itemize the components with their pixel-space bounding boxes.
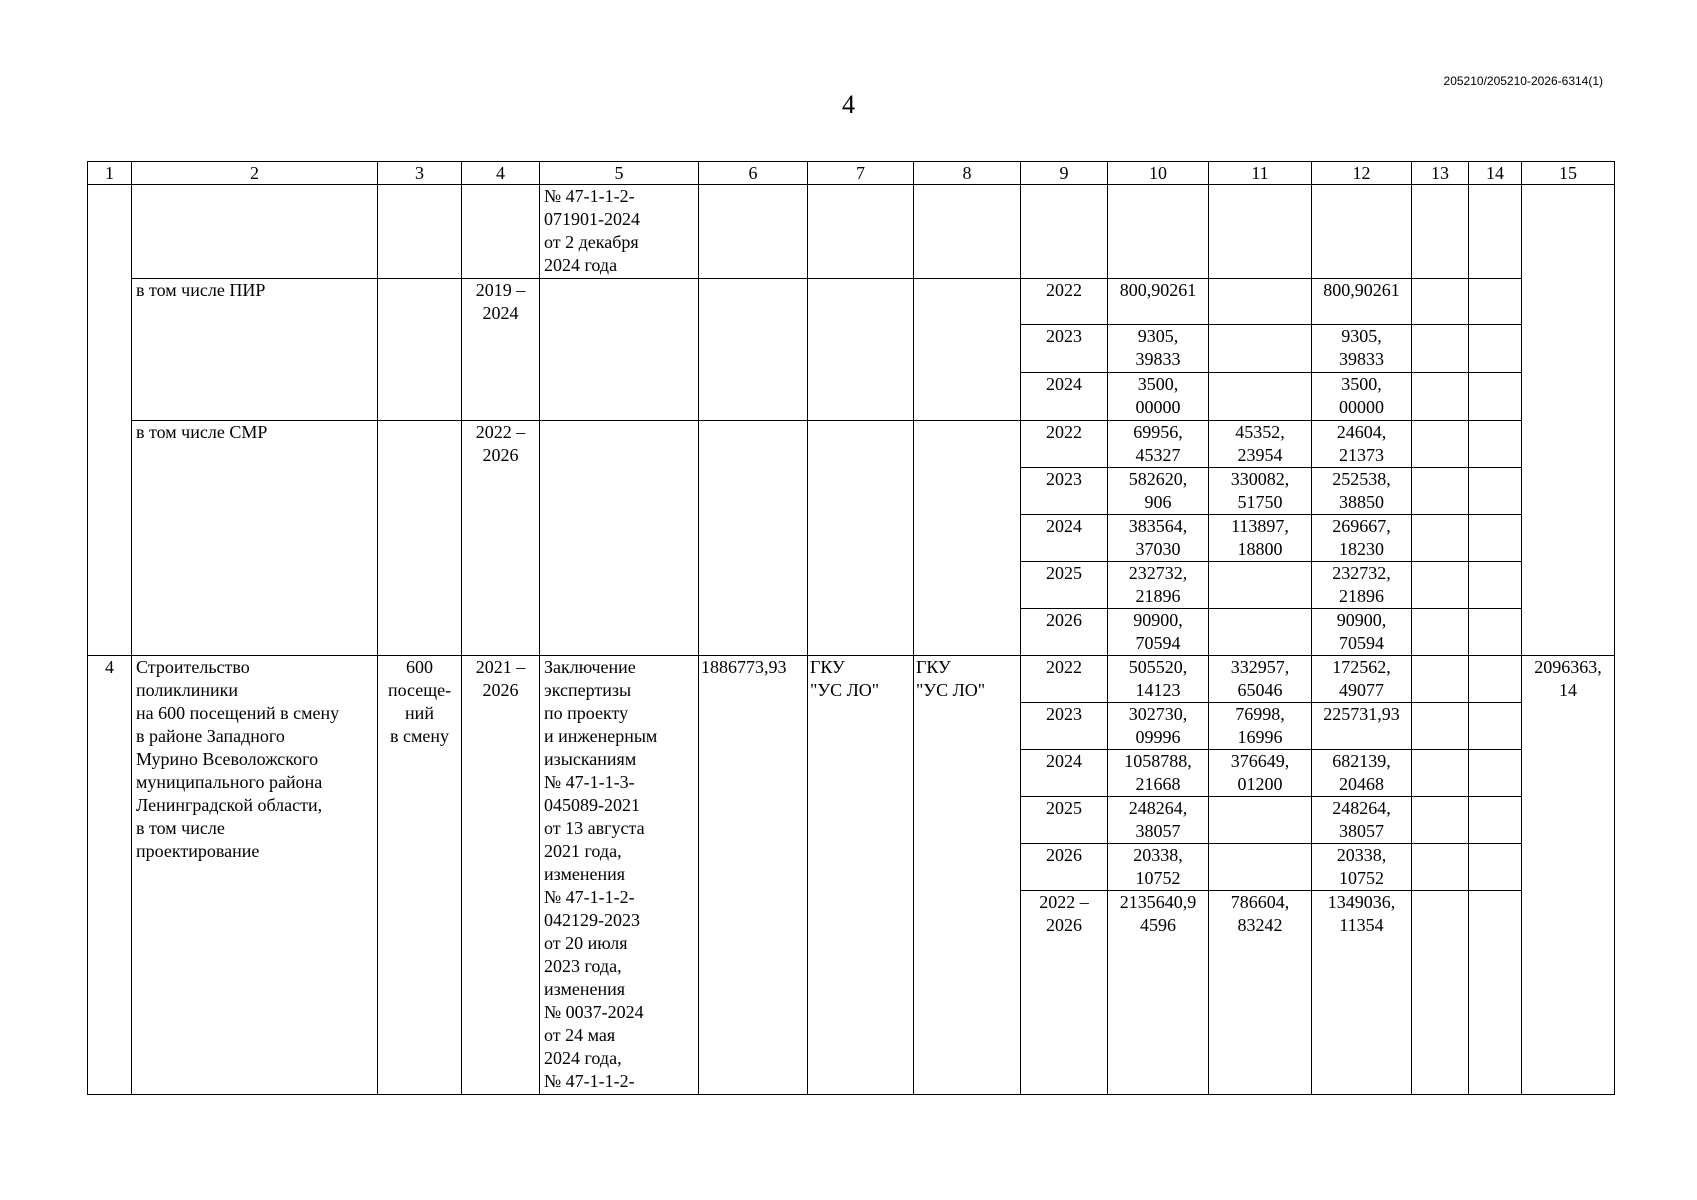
cost-cell [699,185,808,279]
header-cell: 15 [1522,162,1615,185]
amount-cell: 800,90261 [1312,279,1412,325]
amount-cell [1312,185,1412,279]
amount-cell: 1349036, 11354 [1312,891,1412,1095]
item-period: 2021 – 2026 [462,656,540,1095]
year-cell: 2022 [1021,421,1108,468]
amount-cell: 20338, 10752 [1108,844,1209,891]
col13-cell [1412,750,1469,797]
amount-cell: 9305, 39833 [1108,325,1209,373]
customer-cell [808,421,914,656]
year-cell [1021,185,1108,279]
header-cell: 7 [808,162,914,185]
year-cell: 2023 [1021,325,1108,373]
item-total: 2096363, 14 [1522,656,1615,1095]
col14-cell [1469,515,1522,562]
amount-cell: 3500, 00000 [1108,373,1209,421]
header-row [88,162,1615,185]
num-cell-continued [88,185,132,656]
page-number: 4 [842,90,855,119]
col13-cell [1412,468,1469,515]
year-cell: 2024 [1021,373,1108,421]
col14-cell [1469,468,1522,515]
col13-cell [1412,656,1469,703]
year-cell: 2025 [1021,797,1108,844]
amount-cell [1209,185,1312,279]
amount-cell: 225731,93 [1312,703,1412,750]
amount-cell: 248264, 38057 [1108,797,1209,844]
amount-cell: 252538, 38850 [1312,468,1412,515]
col14-cell [1469,373,1522,421]
item-number: 4 [88,656,132,1095]
table-row [88,656,1615,703]
amount-cell: 269667, 18230 [1312,515,1412,562]
amount-cell: 582620, 906 [1108,468,1209,515]
amount-cell: 376649, 01200 [1209,750,1312,797]
year-cell: 2023 [1021,703,1108,750]
table-row [88,421,1615,468]
amount-cell: 24604, 21373 [1312,421,1412,468]
header-cell: 14 [1469,162,1522,185]
contractor-cell [914,185,1021,279]
item-name: Строительство поликлиники на 600 посещений в смену в районе Западного Мурино Всеволожского муниципального района Ленинградской области, в том числе проектирование [132,656,378,1095]
amount-cell [1209,562,1312,609]
header-cell: 1 [88,162,132,185]
header-cell: 4 [462,162,540,185]
header-cell: 10 [1108,162,1209,185]
header-cell: 12 [1312,162,1412,185]
col13-cell [1412,797,1469,844]
col14-cell [1469,891,1522,1095]
amount-cell: 800,90261 [1108,279,1209,325]
amount-cell: 90900, 70594 [1312,609,1412,656]
col13-cell [1412,562,1469,609]
amount-cell: 172562, 49077 [1312,656,1412,703]
amount-cell: 1058788, 21668 [1108,750,1209,797]
col13-cell [1412,325,1469,373]
col14-cell [1469,656,1522,703]
col14-cell [1469,562,1522,609]
col14-cell [1469,185,1522,279]
document-id: 205210/205210-2026-6314(1) [1443,74,1603,88]
col13-cell [1412,515,1469,562]
amount-cell: 76998, 16996 [1209,703,1312,750]
doc-cell: № 47-1-1-2- 071901-2024 от 2 декабря 2024 года [540,185,699,279]
year-cell: 2022 – 2026 [1021,891,1108,1095]
cost-cell [699,279,808,421]
header-cell: 9 [1021,162,1108,185]
col14-cell [1469,325,1522,373]
amount-cell: 786604, 83242 [1209,891,1312,1095]
col14-cell [1469,421,1522,468]
customer-cell [808,279,914,421]
contractor-cell [914,279,1021,421]
col14-cell [1469,750,1522,797]
year-cell: 2022 [1021,656,1108,703]
customer-cell [808,185,914,279]
amount-cell: 682139, 20468 [1312,750,1412,797]
pir-label: в том числе ПИР [132,279,378,421]
cost-cell [699,421,808,656]
item-doc: Заключение экспертизы по проекту и инженерным изысканиям № 47-1-1-3- 045089-2021 от 13 августа 2021 года, изменения № 47-1-1-2- 042129-2023 от 20 июля 2023 года, изменения № 0037-2024 от 24 мая 2024 года, № 47-1-1-2- [540,656,699,1095]
doc-cell [540,421,699,656]
amount-cell [1209,844,1312,891]
data-table [87,161,1615,1095]
col13-cell [1412,891,1469,1095]
amount-cell: 9305, 39833 [1312,325,1412,373]
header-cell: 11 [1209,162,1312,185]
col14-cell [1469,844,1522,891]
amount-cell: 2135640,9 4596 [1108,891,1209,1095]
amount-cell: 45352, 23954 [1209,421,1312,468]
amount-cell: 69956, 45327 [1108,421,1209,468]
period-cell [462,185,540,279]
amount-cell [1209,325,1312,373]
col13-cell [1412,185,1469,279]
col13-cell [1412,703,1469,750]
col14-cell [1469,609,1522,656]
amount-cell: 20338, 10752 [1312,844,1412,891]
item-cost: 1886773,93 [699,656,808,1095]
year-cell: 2025 [1021,562,1108,609]
amount-cell: 232732, 21896 [1312,562,1412,609]
year-cell: 2023 [1021,468,1108,515]
amount-cell: 3500, 00000 [1312,373,1412,421]
year-cell: 2026 [1021,609,1108,656]
smr-period: 2022 – 2026 [462,421,540,656]
item-customer: ГКУ "УС ЛО" [808,656,914,1095]
item-contractor: ГКУ "УС ЛО" [914,656,1021,1095]
col14-cell [1469,797,1522,844]
col14-cell [1469,703,1522,750]
header-cell: 5 [540,162,699,185]
table-row [88,279,1615,325]
amount-cell: 232732, 21896 [1108,562,1209,609]
col13-cell [1412,844,1469,891]
amount-cell: 248264, 38057 [1312,797,1412,844]
amount-cell [1209,609,1312,656]
amount-cell [1209,373,1312,421]
amount-cell: 505520, 14123 [1108,656,1209,703]
table-row [88,185,1615,279]
capacity-cell [378,185,462,279]
contractor-cell [914,421,1021,656]
smr-label: в том числе СМР [132,421,378,656]
pir-period: 2019 – 2024 [462,279,540,421]
header-cell: 3 [378,162,462,185]
amount-cell: 302730, 09996 [1108,703,1209,750]
amount-cell: 330082, 51750 [1209,468,1312,515]
col13-cell [1412,421,1469,468]
capacity-cell [378,421,462,656]
header-cell: 6 [699,162,808,185]
amount-cell: 332957, 65046 [1209,656,1312,703]
doc-cell [540,279,699,421]
total-cell-continued [1522,185,1615,656]
capacity-cell [378,279,462,421]
year-cell: 2022 [1021,279,1108,325]
amount-cell [1209,797,1312,844]
amount-cell: 383564, 37030 [1108,515,1209,562]
col14-cell [1469,279,1522,325]
year-cell: 2024 [1021,515,1108,562]
name-cell [132,185,378,279]
header-cell: 13 [1412,162,1469,185]
year-cell: 2024 [1021,750,1108,797]
item-capacity: 600 посеще- ний в смену [378,656,462,1095]
amount-cell [1209,279,1312,325]
col13-cell [1412,609,1469,656]
col13-cell [1412,373,1469,421]
amount-cell: 113897, 18800 [1209,515,1312,562]
header-cell: 8 [914,162,1021,185]
amount-cell: 90900, 70594 [1108,609,1209,656]
header-cell: 2 [132,162,378,185]
amount-cell [1108,185,1209,279]
year-cell: 2026 [1021,844,1108,891]
col13-cell [1412,279,1469,325]
